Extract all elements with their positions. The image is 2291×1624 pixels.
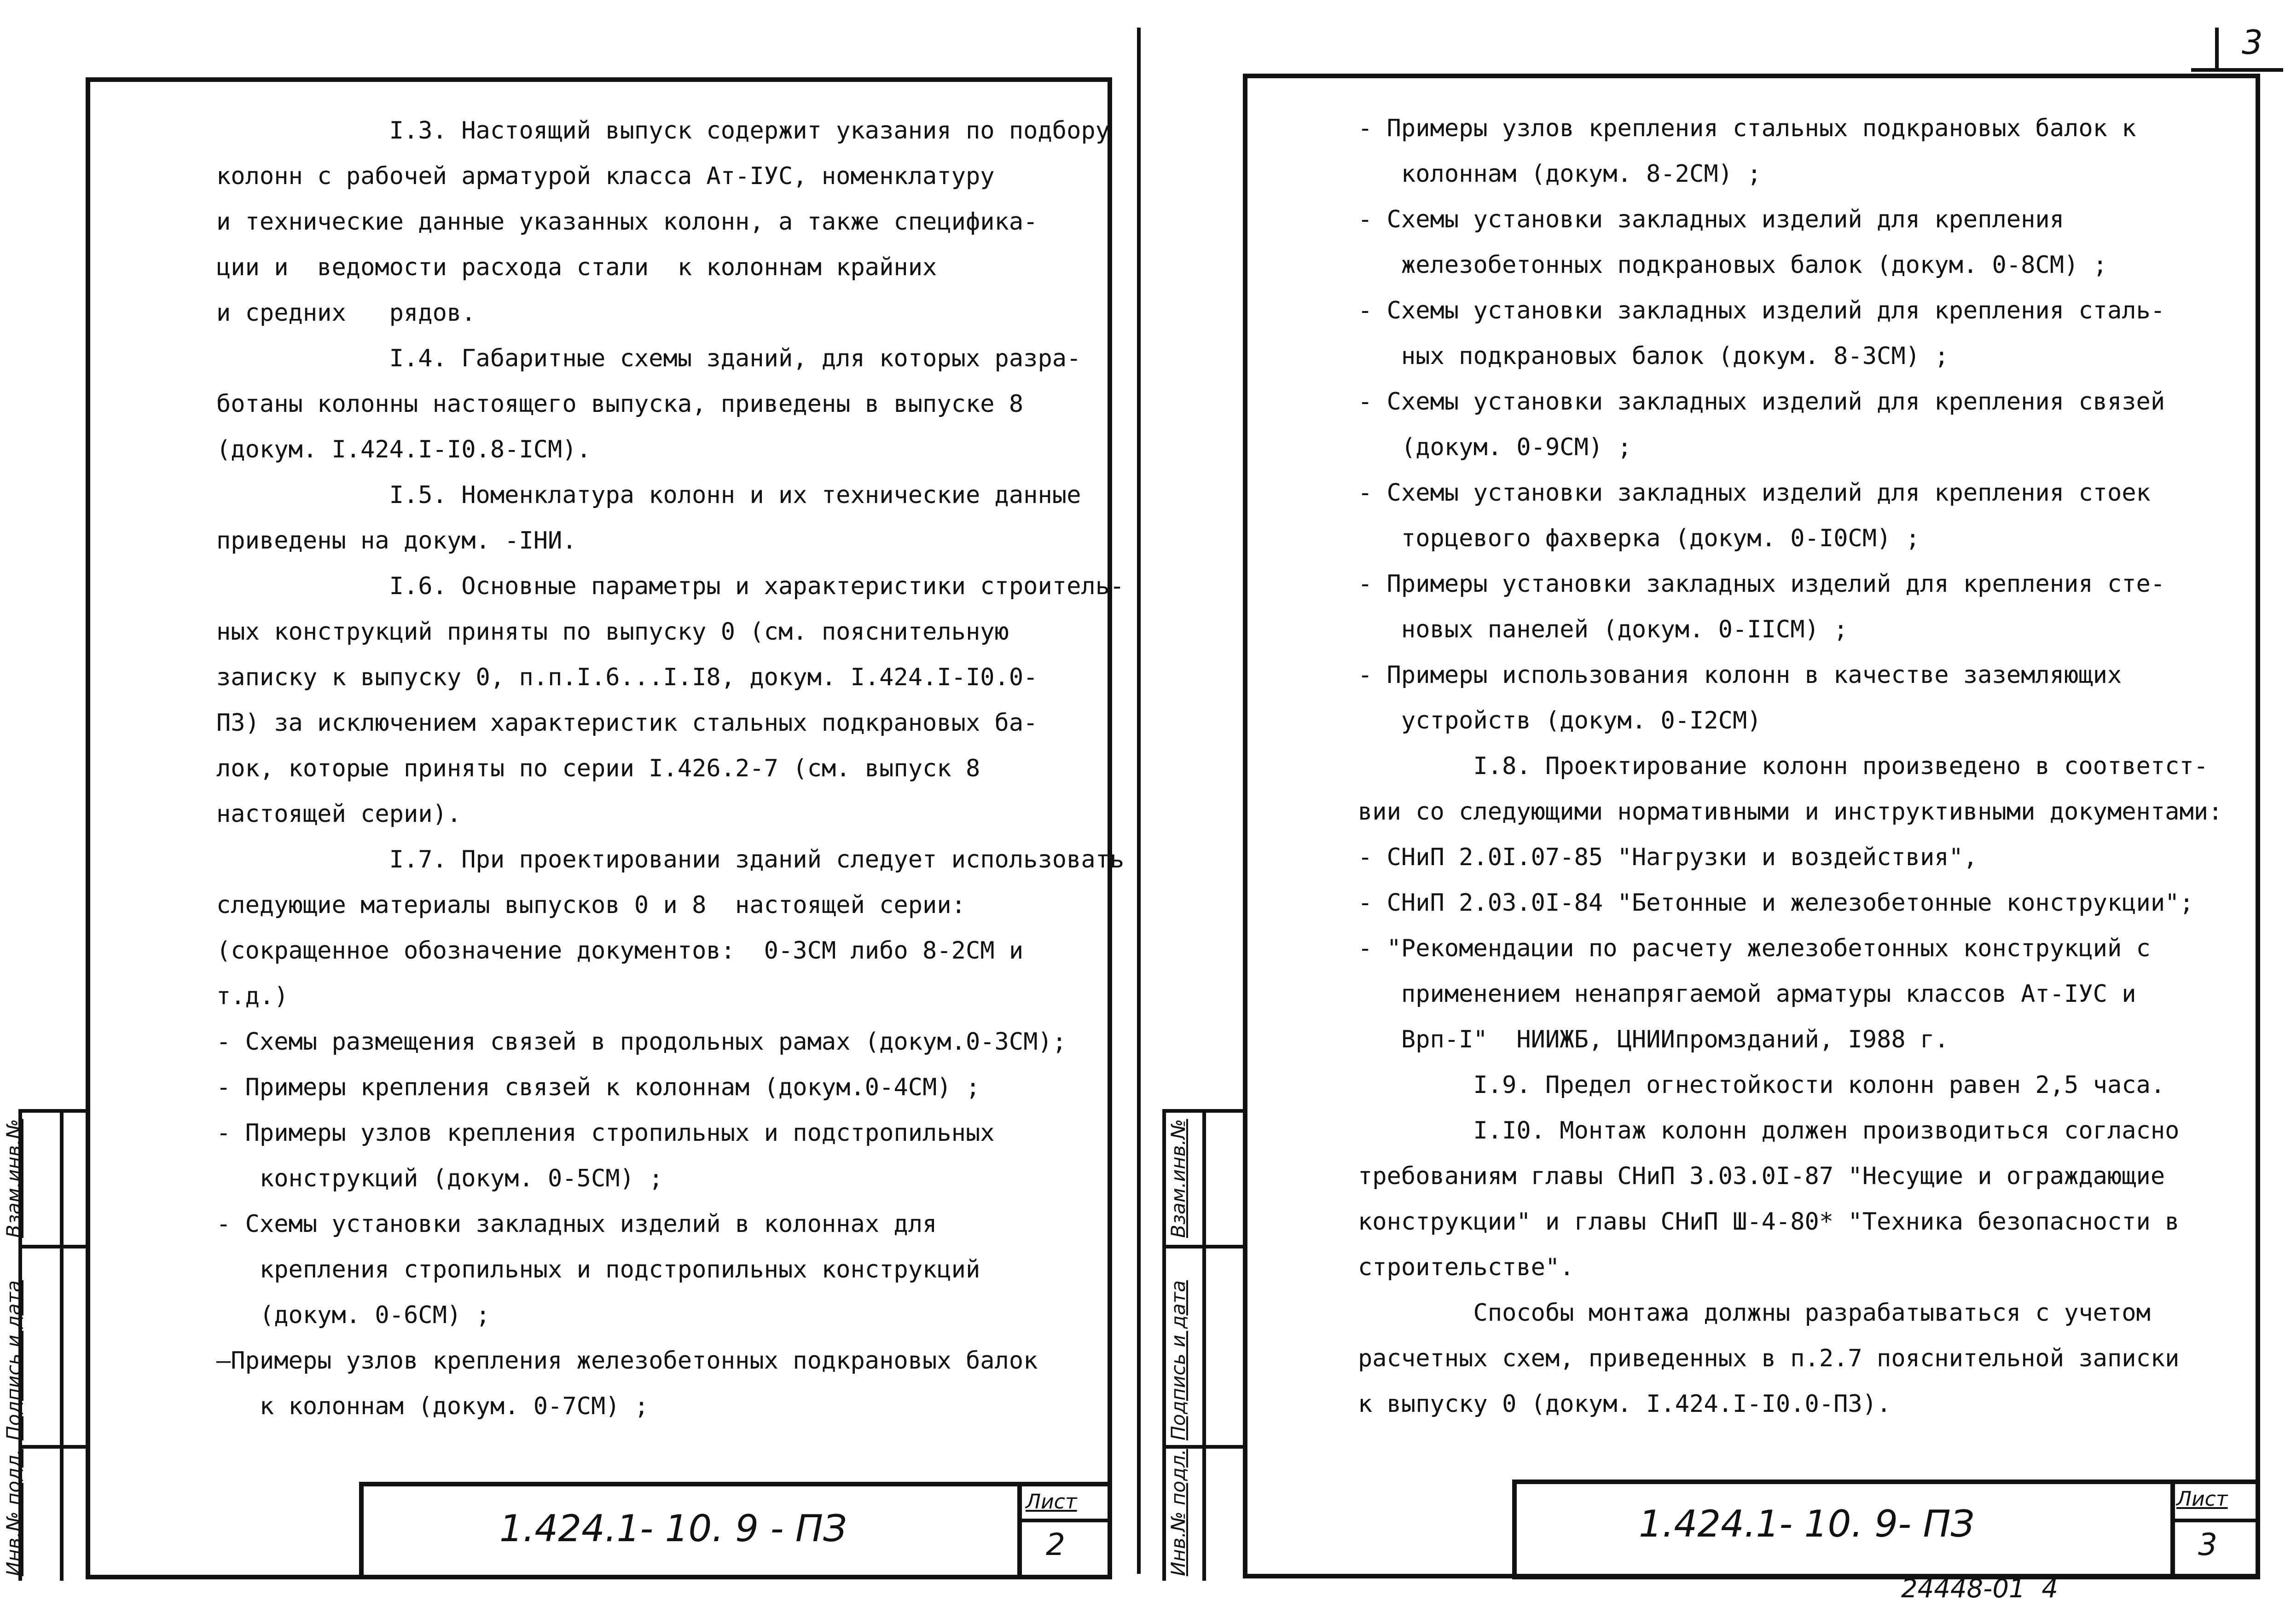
right-sheet-label: Лист — [2176, 1487, 2228, 1511]
text-line: и средних рядов. — [216, 299, 476, 327]
text-line: I.7. При проектировании зданий следует использовать — [216, 846, 1125, 873]
right-sheet-number: 3 — [2198, 1527, 2217, 1562]
text-line: I.3. Настоящий выпуск содержит указания по подбору — [216, 117, 1110, 144]
text-line: - Схемы установки закладных изделий для крепления сталь- — [1358, 297, 2165, 324]
right-side-label-sign: Подпись и дата — [1167, 1280, 1189, 1440]
text-line: —Примеры узлов крепления железобетонных подкрановых балок — [216, 1347, 1038, 1375]
left-sheet-number: 2 — [1046, 1527, 1065, 1562]
text-line: Способы монтажа должны разрабатываться с учетом — [1358, 1299, 2151, 1327]
left-side-label-sign: Подпись и дата — [2, 1280, 25, 1440]
text-line: строительстве". — [1358, 1254, 1574, 1281]
text-line: к колоннам (докум. 0-7СМ) ; — [216, 1393, 649, 1420]
text-line: I.8. Проектирование колонн произведено в соответст- — [1358, 752, 2209, 780]
right-title-block-divider — [2170, 1480, 2175, 1579]
text-line: I.6. Основные параметры и характеристики строитель- — [216, 572, 1125, 600]
text-line: ботаны колонны настоящего выпуска, приведены в выпуске 8 — [216, 390, 1024, 418]
text-line: I.5. Номенклатура колонн и их технические данные — [216, 481, 1081, 509]
text-line: колоннам (докум. 8-2СМ) ; — [1358, 160, 1762, 188]
text-line: крепления стропильных и подстропильных конструкций — [216, 1256, 980, 1283]
right-side-strip-divider — [1162, 1109, 1245, 1113]
right-side-strip-divider — [1162, 1245, 1245, 1248]
text-line: к выпуску 0 (докум. I.424.I-I0.0-ПЗ). — [1358, 1390, 1891, 1418]
text-line: лок, которые приняты по серии I.426.2-7 (см. выпуск 8 — [216, 755, 980, 782]
archive-number: 24448-01 4 — [1901, 1574, 2058, 1604]
text-line: - Примеры узлов крепления стропильных и подстропильных — [216, 1119, 995, 1147]
text-line: - Схемы установки закладных изделий для крепления связей — [1358, 388, 2165, 416]
text-line: железобетонных подкрановых балок (докум. 0-8СМ) ; — [1358, 251, 2107, 279]
right-page-body — [1358, 106, 2256, 1427]
left-title-block-divider — [1017, 1482, 1022, 1579]
text-line: (докум. 0-6СМ) ; — [216, 1301, 490, 1329]
text-line: I.4. Габаритные схемы зданий, для которых разра- — [216, 345, 1081, 372]
text-line: (докум. I.424.I-I0.8-ICM). — [216, 436, 591, 463]
left-side-label-inv: Инв.№ подл. — [2, 1449, 25, 1576]
right-corner-number: 3 — [2242, 23, 2263, 62]
text-line: (сокращенное обозначение документов: 0-3СМ либо 8-2СМ и — [216, 937, 1024, 965]
right-corner-rule — [2191, 68, 2283, 72]
text-line: I.I0. Монтаж колонн должен производиться согласно — [1358, 1117, 2180, 1144]
right-side-strip-line — [1162, 1109, 1166, 1581]
text-line: - Схемы установки закладных изделий для крепления стоек — [1358, 479, 2151, 507]
text-line: Врп-I" НИИЖБ, ЦНИИпромзданий, I988 г. — [1358, 1026, 1949, 1053]
left-side-strip-divider — [18, 1245, 87, 1248]
text-line: ных конструкций приняты по выпуску 0 (см. пояснительную — [216, 618, 1009, 646]
text-line: колонн с рабочей арматурой класса Ат-IУС, номенклатуру — [216, 162, 995, 190]
left-title-block-divider — [1017, 1519, 1112, 1522]
text-line: I.9. Предел огнестойкости колонн равен 2,5 часа. — [1358, 1071, 2165, 1099]
text-line: - СНиП 2.03.0I-84 "Бетонные и железобетонные конструкции"; — [1358, 889, 2194, 917]
text-line: - СНиП 2.0I.07-85 "Нагрузки и воздействия", — [1358, 844, 1978, 871]
left-sheet-label: Лист — [1026, 1490, 1077, 1514]
text-line: - Примеры крепления связей к колоннам (докум.0-4СМ) ; — [216, 1074, 980, 1101]
text-line: применением ненапрягаемой арматуры классов Ат-IУС и — [1358, 980, 2136, 1008]
text-line: торцевого фахверка (докум. 0-I0СМ) ; — [1358, 525, 1920, 552]
text-line: новых панелей (докум. 0-IIСМ) ; — [1358, 616, 1848, 643]
text-line: записку к выпуску 0, п.п.I.6...I.I8, докум. I.424.I-I0.0- — [216, 664, 1038, 691]
text-line: конструкции" и главы СНиП Ш-4-80* "Техника безопасности в — [1358, 1208, 2180, 1236]
text-line: - Примеры узлов крепления стальных подкрановых балок к — [1358, 115, 2136, 142]
text-line: - Схемы размещения связей в продольных рамах (докум.0-3СМ); — [216, 1028, 1067, 1056]
left-side-label-replace: Взам.инв.№ — [2, 1119, 25, 1238]
text-line: приведены на докум. -IНИ. — [216, 527, 577, 555]
right-corner-rule-v — [2215, 28, 2219, 71]
right-doc-code: 1.424.1- 10. 9- ПЗ — [1639, 1503, 1974, 1545]
text-line: - "Рекомендации по расчету железобетонных конструкций с — [1358, 935, 2151, 962]
right-side-strip-divider — [1162, 1445, 1245, 1449]
text-line: следующие материалы выпусков 0 и 8 настоящей серии: — [216, 891, 966, 919]
right-side-strip-line-2 — [1202, 1109, 1206, 1581]
left-side-strip-divider — [18, 1445, 87, 1449]
text-line: конструкций (докум. 0-5СМ) ; — [216, 1165, 663, 1192]
text-line: ПЗ) за исключением характеристик стальных подкрановых ба- — [216, 709, 1038, 737]
text-line: ных подкрановых балок (докум. 8-3СМ) ; — [1358, 342, 1949, 370]
left-side-strip-line-2 — [60, 1109, 64, 1581]
text-line: - Примеры использования колонн в качестве заземляющих — [1358, 661, 2122, 689]
text-line: (докум. 0-9СМ) ; — [1358, 433, 1632, 461]
text-line: - Примеры установки закладных изделий для крепления сте- — [1358, 570, 2165, 598]
left-page-body — [216, 108, 1125, 1429]
text-line: ции и ведомости расхода стали к колоннам крайних — [216, 254, 937, 281]
center-divider — [1137, 28, 1141, 1574]
left-doc-code: 1.424.1- 10. 9 - ПЗ — [499, 1507, 847, 1550]
text-line: вии со следующими нормативными и инструктивными документами: — [1358, 798, 2223, 826]
text-line: устройств (докум. 0-I2СМ) — [1358, 707, 1762, 734]
right-title-block-divider — [2170, 1519, 2260, 1522]
text-line: расчетных схем, приведенных в п.2.7 пояснительной записки — [1358, 1345, 2180, 1372]
text-line: - Схемы установки закладных изделий в колоннах для — [216, 1210, 937, 1238]
right-side-label-inv: Инв.№ подл. — [1167, 1449, 1189, 1576]
text-line: т.д.) — [216, 982, 289, 1010]
text-line: - Схемы установки закладных изделий для крепления — [1358, 206, 2065, 233]
text-line: настоящей серии). — [216, 800, 462, 828]
right-side-label-replace: Взам.инв.№ — [1167, 1119, 1189, 1238]
text-line: и технические данные указанных колонн, а также специфика- — [216, 208, 1038, 236]
left-side-strip-divider — [18, 1109, 87, 1113]
text-line: требованиям главы СНиП 3.03.0I-87 "Несущие и ограждающие — [1358, 1162, 2165, 1190]
